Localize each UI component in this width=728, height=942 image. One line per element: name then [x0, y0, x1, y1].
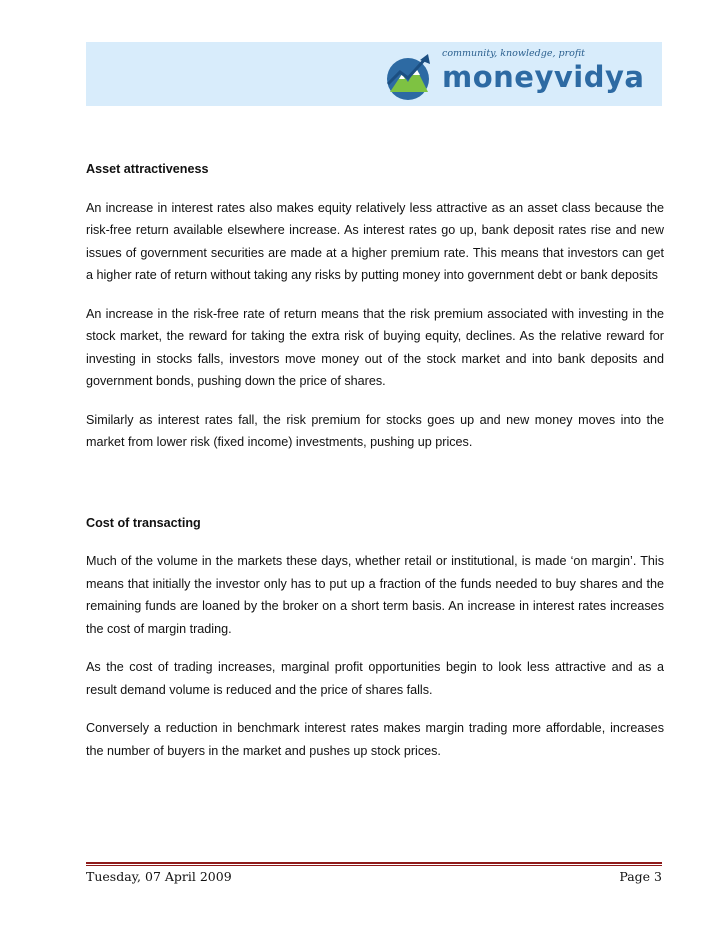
paragraph: An increase in interest rates also makes equity relatively less attractive as an asset class because the risk-free return available elsewhere increase. As interest rates go up, bank deposit rates rise and new issues of government securities are made at a higher premium rate. This means that investors can get a higher rate of return without taking any risks by putting money into government debt or bank deposits: [86, 200, 664, 282]
paragraph: Conversely a reduction in benchmark interest rates makes margin trading more affordable, increases the number of buyers in the market and pushes up stock prices.: [86, 721, 664, 758]
footer-date: Tuesday, 07 April 2009: [86, 869, 232, 884]
paragraph: An increase in the risk-free rate of return means that the risk premium associated with investing in the stock market, the reward for taking the extra risk of buying equity, declines. As the relative reward for investing in stocks falls, investors move money out of the stock market and into bank deposits and government bonds, pushing down the price of shares.: [86, 306, 664, 388]
logo-brand-name: moneyvidya: [442, 60, 645, 94]
section-heading: Cost of transacting: [86, 515, 201, 530]
moneyvidya-logo: [382, 46, 645, 102]
footer-divider: [86, 862, 662, 864]
section-heading: Asset attractiveness: [86, 162, 209, 176]
footer-page-number: Page 3: [619, 869, 662, 884]
logo-tagline: community, knowledge, profit: [442, 48, 586, 59]
section-cost-of-transacting: [86, 512, 664, 763]
paragraph: Similarly as interest rates fall, the risk premium for stocks goes up and new money moves into the market from lower risk (fixed income) investments, pushing up prices.: [86, 412, 664, 449]
section-spacer: [86, 470, 664, 512]
header-banner: [86, 42, 662, 106]
mountain-arrow-icon: [382, 52, 436, 102]
paragraph: As the cost of trading increases, marginal profit opportunities begin to look less attractive and as a result demand volume is reduced and the price of shares falls.: [86, 660, 664, 697]
document-body: [86, 158, 664, 778]
section-asset-attractiveness: [86, 158, 664, 454]
paragraph: Much of the volume in the markets these days, whether retail or institutional, is made ‘on margin’. This means that initially the investor only has to put up a fraction of the funds needed to buy shares and the remaining funds are loaned by the broker on a short term basis. An increase in interest rates increases the cost of margin trading.: [86, 554, 664, 636]
